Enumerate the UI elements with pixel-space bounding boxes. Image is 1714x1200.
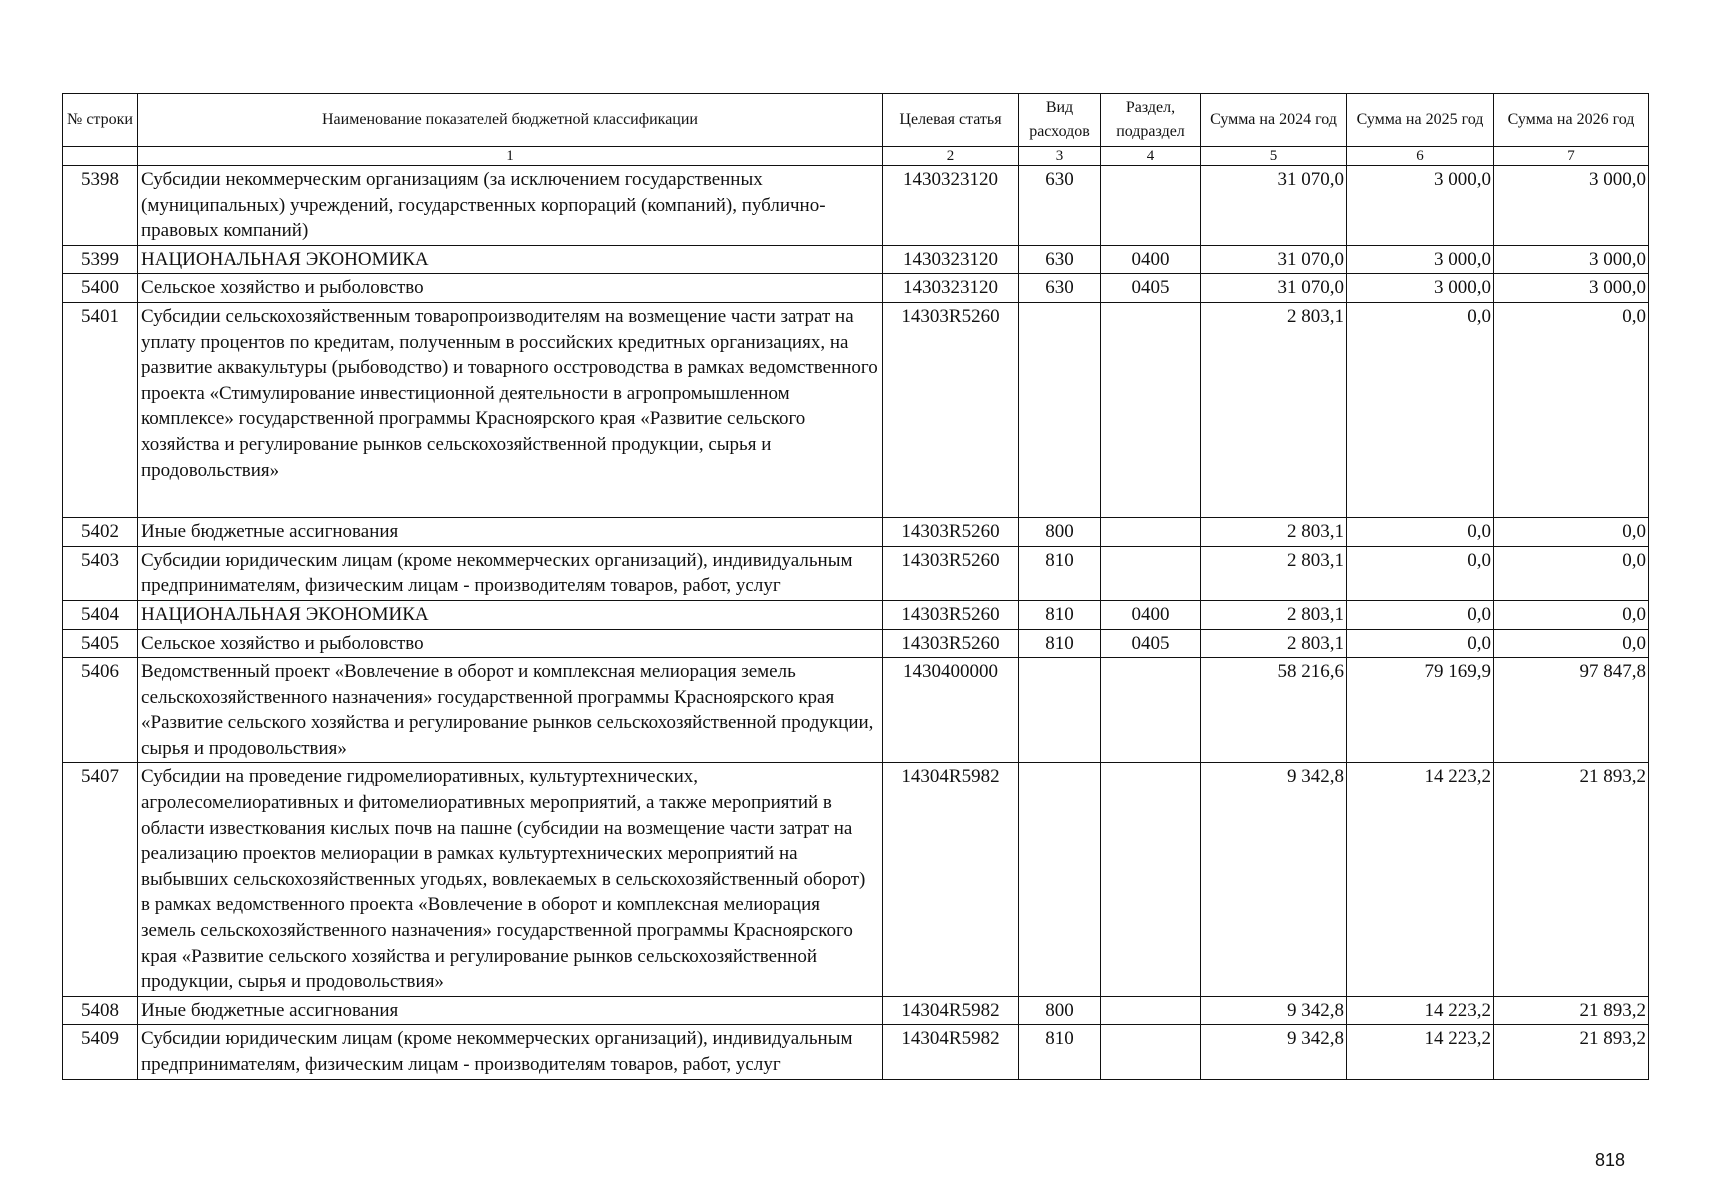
target-article: 14303R5260 — [883, 518, 1019, 547]
column-number: 1 — [138, 147, 883, 166]
table-row — [63, 302, 1649, 517]
sum-2025: 14 223,2 — [1347, 996, 1494, 1025]
indicator-name: Иные бюджетные ассигнования — [138, 518, 883, 547]
sum-2026: 21 893,2 — [1494, 996, 1649, 1025]
header-section: Раздел, подраздел — [1101, 94, 1201, 147]
sum-2024: 2 803,1 — [1201, 546, 1347, 600]
row-number: 5405 — [63, 629, 138, 658]
sum-2024: 2 803,1 — [1201, 629, 1347, 658]
target-article: 14304R5982 — [883, 996, 1019, 1025]
target-article: 14303R5260 — [883, 546, 1019, 600]
expense-kind — [1019, 302, 1101, 517]
expense-kind: 810 — [1019, 629, 1101, 658]
section-subsection — [1101, 518, 1201, 547]
sum-2024: 31 070,0 — [1201, 245, 1347, 274]
sum-2025: 79 169,9 — [1347, 658, 1494, 763]
expense-kind: 810 — [1019, 546, 1101, 600]
expense-kind: 800 — [1019, 996, 1101, 1025]
header-sum-2026: Сумма на 2026 год — [1494, 94, 1649, 147]
table-row — [63, 166, 1649, 246]
row-number: 5404 — [63, 600, 138, 629]
target-article: 14303R5260 — [883, 600, 1019, 629]
table-row — [63, 658, 1649, 763]
indicator-name: Сельское хозяйство и рыболовство — [138, 274, 883, 303]
header-sum-2025: Сумма на 2025 год — [1347, 94, 1494, 147]
section-subsection — [1101, 1025, 1201, 1079]
row-number: 5403 — [63, 546, 138, 600]
sum-2024: 9 342,8 — [1201, 1025, 1347, 1079]
table-row — [63, 600, 1649, 629]
table-row — [63, 763, 1649, 996]
indicator-name: Ведомственный проект «Вовлечение в оборот и комплексная мелиорация земель сельскохозяйственного назначения» государственной программы Красноярского края «Развитие сельского хозяйства и регулирование рынков сельскохозяйственной продукции, сырья и продовольствия» — [138, 658, 883, 763]
target-article: 14304R5982 — [883, 1025, 1019, 1079]
header-sum-2024: Сумма на 2024 год — [1201, 94, 1347, 147]
table-header-row — [63, 94, 1649, 147]
section-subsection — [1101, 658, 1201, 763]
sum-2026: 3 000,0 — [1494, 274, 1649, 303]
column-number: 3 — [1019, 147, 1101, 166]
row-number: 5402 — [63, 518, 138, 547]
section-subsection: 0400 — [1101, 600, 1201, 629]
page-number: 818 — [1595, 1150, 1626, 1170]
row-number: 5408 — [63, 996, 138, 1025]
indicator-name: Субсидии сельскохозяйственным товаропроизводителям на возмещение части затрат на уплату процентов по кредитам, полученным в российских кредитных организациях, на развитие аквакультуры (рыбоводство) и товарного осстроводства в рамках ведомственного проекта «Стимулирование инвестиционной деятельности в агропромышленном комплексе» государственной программы Красноярского края «Развитие сельского хозяйства и регулирование рынков сельскохозяйственной продукции, сырья и продовольствия» — [138, 302, 883, 517]
sum-2026: 0,0 — [1494, 302, 1649, 517]
sum-2024: 31 070,0 — [1201, 166, 1347, 246]
section-subsection: 0400 — [1101, 245, 1201, 274]
target-article: 14303R5260 — [883, 629, 1019, 658]
sum-2026: 0,0 — [1494, 546, 1649, 600]
section-subsection — [1101, 166, 1201, 246]
column-number: 6 — [1347, 147, 1494, 166]
table-row — [63, 274, 1649, 303]
section-subsection — [1101, 546, 1201, 600]
sum-2026: 0,0 — [1494, 600, 1649, 629]
target-article: 1430400000 — [883, 658, 1019, 763]
table-row — [63, 518, 1649, 547]
header-target-article: Целевая статья — [883, 94, 1019, 147]
sum-2025: 0,0 — [1347, 302, 1494, 517]
expense-kind: 630 — [1019, 166, 1101, 246]
sum-2025: 14 223,2 — [1347, 1025, 1494, 1079]
indicator-name: НАЦИОНАЛЬНАЯ ЭКОНОМИКА — [138, 600, 883, 629]
row-number: 5409 — [63, 1025, 138, 1079]
table-row — [63, 546, 1649, 600]
sum-2024: 58 216,6 — [1201, 658, 1347, 763]
indicator-name: Субсидии юридическим лицам (кроме некоммерческих организаций), индивидуальным предпринимателям, физическим лицам - производителям товаров, работ, услуг — [138, 1025, 883, 1079]
sum-2025: 3 000,0 — [1347, 274, 1494, 303]
section-subsection: 0405 — [1101, 274, 1201, 303]
budget-table — [62, 93, 1649, 1080]
sum-2024: 9 342,8 — [1201, 996, 1347, 1025]
row-number: 5407 — [63, 763, 138, 996]
table-row — [63, 629, 1649, 658]
sum-2025: 0,0 — [1347, 518, 1494, 547]
header-row-number: № строки — [63, 94, 138, 147]
sum-2025: 0,0 — [1347, 600, 1494, 629]
row-number: 5399 — [63, 245, 138, 274]
section-subsection — [1101, 302, 1201, 517]
indicator-name: Субсидии некоммерческим организациям (за исключением государственных (муниципальных) учреждений, государственных корпораций (компаний), публично-правовых компаний) — [138, 166, 883, 246]
sum-2026: 3 000,0 — [1494, 166, 1649, 246]
header-expense-kind: Вид расходов — [1019, 94, 1101, 147]
sum-2025: 0,0 — [1347, 629, 1494, 658]
column-number: 4 — [1101, 147, 1201, 166]
expense-kind: 800 — [1019, 518, 1101, 547]
sum-2025: 3 000,0 — [1347, 245, 1494, 274]
sum-2025: 0,0 — [1347, 546, 1494, 600]
indicator-name: Иные бюджетные ассигнования — [138, 996, 883, 1025]
expense-kind: 630 — [1019, 245, 1101, 274]
sum-2025: 14 223,2 — [1347, 763, 1494, 996]
sum-2024: 9 342,8 — [1201, 763, 1347, 996]
row-number: 5406 — [63, 658, 138, 763]
budget-table-container — [62, 93, 1648, 1080]
target-article: 1430323120 — [883, 274, 1019, 303]
column-number: 2 — [883, 147, 1019, 166]
indicator-name: Сельское хозяйство и рыболовство — [138, 629, 883, 658]
column-number: 5 — [1201, 147, 1347, 166]
column-number-row — [63, 147, 1649, 166]
row-number: 5400 — [63, 274, 138, 303]
header-name: Наименование показателей бюджетной классификации — [138, 94, 883, 147]
table-row — [63, 1025, 1649, 1079]
section-subsection — [1101, 996, 1201, 1025]
expense-kind: 630 — [1019, 274, 1101, 303]
expense-kind: 810 — [1019, 1025, 1101, 1079]
expense-kind — [1019, 658, 1101, 763]
sum-2026: 0,0 — [1494, 629, 1649, 658]
target-article: 14304R5982 — [883, 763, 1019, 996]
sum-2024: 2 803,1 — [1201, 600, 1347, 629]
sum-2026: 0,0 — [1494, 518, 1649, 547]
sum-2024: 2 803,1 — [1201, 518, 1347, 547]
target-article: 1430323120 — [883, 245, 1019, 274]
column-number: 7 — [1494, 147, 1649, 166]
sum-2026: 97 847,8 — [1494, 658, 1649, 763]
table-row — [63, 245, 1649, 274]
target-article: 1430323120 — [883, 166, 1019, 246]
table-row — [63, 996, 1649, 1025]
indicator-name: Субсидии на проведение гидромелиоративных, культуртехнических, агролесомелиоративных и фитомелиоративных мероприятий, а также мероприятий в области известкования кислых почв на пашне (субсидии на возмещение части затрат на реализацию проектов мелиорации в рамках культуртехнических мероприятий на выбывших сельскохозяйственных угодьях, вовлекаемых в сельскохозяйственный оборот) в рамках ведомственного проекта «Вовлечение в оборот и комплексная мелиорация земель сельскохозяйственного назначения» государственной программы Красноярского края «Развитие сельского хозяйства и регулирование рынков сельскохозяйственной продукции, сырья и продовольствия» — [138, 763, 883, 996]
expense-kind: 810 — [1019, 600, 1101, 629]
section-subsection: 0405 — [1101, 629, 1201, 658]
sum-2024: 2 803,1 — [1201, 302, 1347, 517]
sum-2026: 3 000,0 — [1494, 245, 1649, 274]
target-article: 14303R5260 — [883, 302, 1019, 517]
expense-kind — [1019, 763, 1101, 996]
indicator-name: НАЦИОНАЛЬНАЯ ЭКОНОМИКА — [138, 245, 883, 274]
row-number: 5398 — [63, 166, 138, 246]
indicator-name: Субсидии юридическим лицам (кроме некоммерческих организаций), индивидуальным предпринимателям, физическим лицам - производителям товаров, работ, услуг — [138, 546, 883, 600]
sum-2024: 31 070,0 — [1201, 274, 1347, 303]
section-subsection — [1101, 763, 1201, 996]
sum-2026: 21 893,2 — [1494, 1025, 1649, 1079]
row-number: 5401 — [63, 302, 138, 517]
sum-2026: 21 893,2 — [1494, 763, 1649, 996]
sum-2025: 3 000,0 — [1347, 166, 1494, 246]
column-number — [63, 147, 138, 166]
